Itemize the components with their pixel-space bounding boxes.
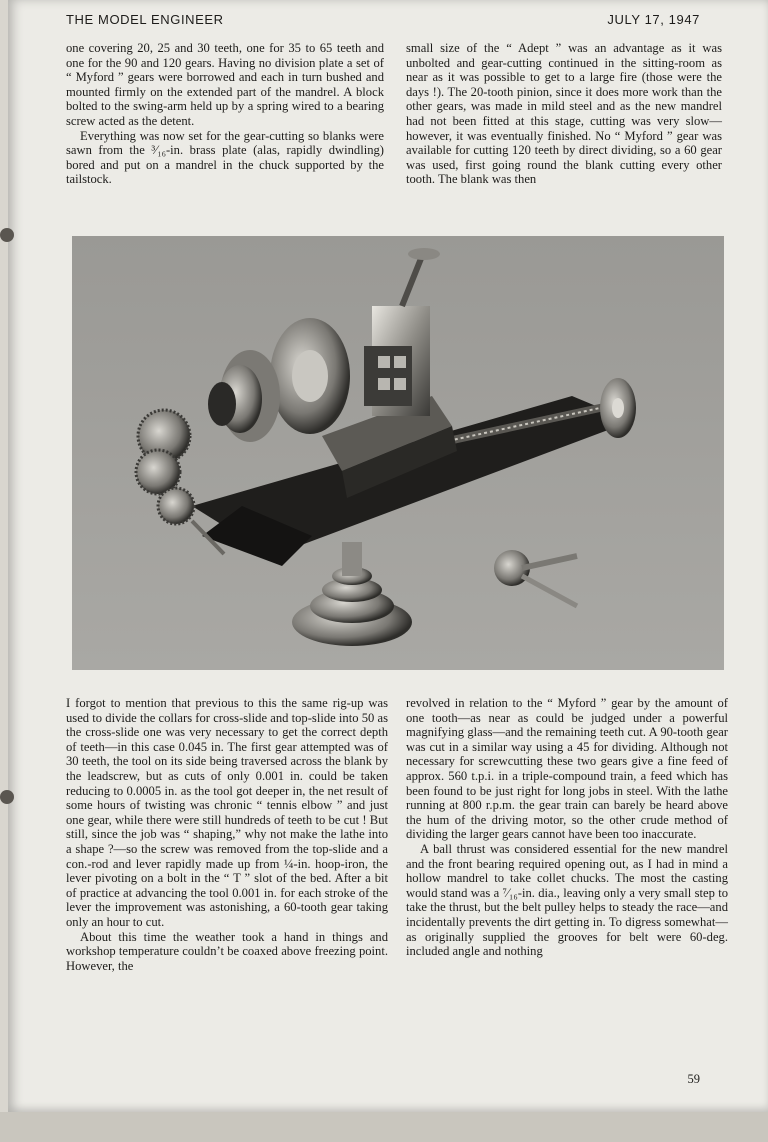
paragraph: I forgot to mention that previous to this the same rig-up was used to divide the collars for cross-slide and top-slide into 50 as the cross-slide one was very necessary to get the correct depth of teeth—in this case 0.045 in. The first gear attempted was of 30 teeth, the tool on its side being traversed across the blank by the leadscrew, but as cuts of only 0.001 in. could be taken reducing to 0.0005 in. as the tool got deeper in, the net result of some hours of twisting was chronic “ tennis elbow ” and just one gear, while there were still hundreds of teeth to be cut ! But still, since the job was “ shaping,” why not make the lathe into a shape ?—so the screw was removed from the top-slide and a con.-rod and lever rapidly made up from ¼-in. hoop-iron, the lever pivoting on a bolt in the “ T ” slot of the bed. After a bit of practice at advancing the tool 0.001 in. for each stroke of the lever the improvement was astonishing, a 60-tooth gear taking only an hour to cut.: [66, 696, 388, 929]
column-bottom-right: [406, 696, 728, 959]
binding-hole: [0, 790, 14, 804]
binding-hole: [0, 228, 14, 242]
page-number: 59: [687, 1072, 700, 1086]
magazine-page: [8, 0, 768, 1112]
paragraph: one covering 20, 25 and 30 teeth, one for 35 to 65 teeth and one for the 90 and 120 gears. Having no division plate a set of “ Myford ” gears were borrowed and each in turn bushed and mounted firmly on the extended part of the mandrel. A block bolted to the swing-arm held up by a spring wired to a bearing screw acted as the detent.: [66, 41, 384, 128]
lathe-photograph: [72, 236, 724, 670]
paragraph: About this time the weather took a hand in things and workshop temperature couldn’t be coaxed above freezing point. However, the: [66, 929, 388, 973]
paragraph: Everything was now set for the gear-cutting so blanks were sawn from the ³⁄₁₆-in. brass plate (alas, rapidly dwindling) bored and put on a mandrel in the chuck supported by the tailstock.: [66, 128, 384, 187]
column-bottom-left: [66, 696, 388, 973]
paragraph: A ball thrust was considered essential for the new mandrel and the front bearing required opening out, as I had in mind a hollow mandrel to take collet chucks. The most the casting would stand was a ⁷⁄₁₆-in. dia., leaving only a very small step to take the thrust, but the belt pulley helps to steady the race—and incidentally prevents the dirt getting in. To digress somewhat—as originally supplied the grooves for belt were 60-deg. included angle and nothing: [406, 841, 728, 959]
column-top-left: [66, 41, 384, 187]
lathe-photo-illustration: [72, 236, 724, 670]
column-top-right: [406, 41, 722, 187]
running-header: [66, 12, 700, 30]
journal-title: THE MODEL ENGINEER: [66, 12, 224, 27]
paragraph: small size of the “ Adept ” was an advantage as it was unbolted and gear-cutting continued in the sitting-room as near as it was possible to get to a large fire (those were the days !). The 20-tooth pinion, since it does more work than the other gears, was made in mild steel and as the new mandrel had not been fitted at this stage, cutting was very slow—however, it was eventually finished. No “ Myford ” gear was available for cutting 120 teeth by direct dividing, so a 60 gear was used, first going round the blank cutting every other tooth. The blank was then: [406, 41, 722, 187]
page-bottom-edge: [0, 1112, 768, 1142]
paragraph: revolved in relation to the “ Myford ” gear by the amount of one tooth—as near as could be judged under a powerful magnifying glass—and the remaining teeth cut. A 90-tooth gear was cut in a similar way using a 45 for dividing. Although not necessary for screwcutting these two gears give a fine feed of approx. 560 t.p.i. in a triple-compound train, a feed which has been found to be just right for long jobs in steel. With the lathe running at 800 r.p.m. the gear train can barely be heard above the hum of the driving motor, so the other crude method of dividing the larger gears cannot have been too inaccurate.: [406, 696, 728, 842]
issue-date: JULY 17, 1947: [607, 12, 700, 27]
